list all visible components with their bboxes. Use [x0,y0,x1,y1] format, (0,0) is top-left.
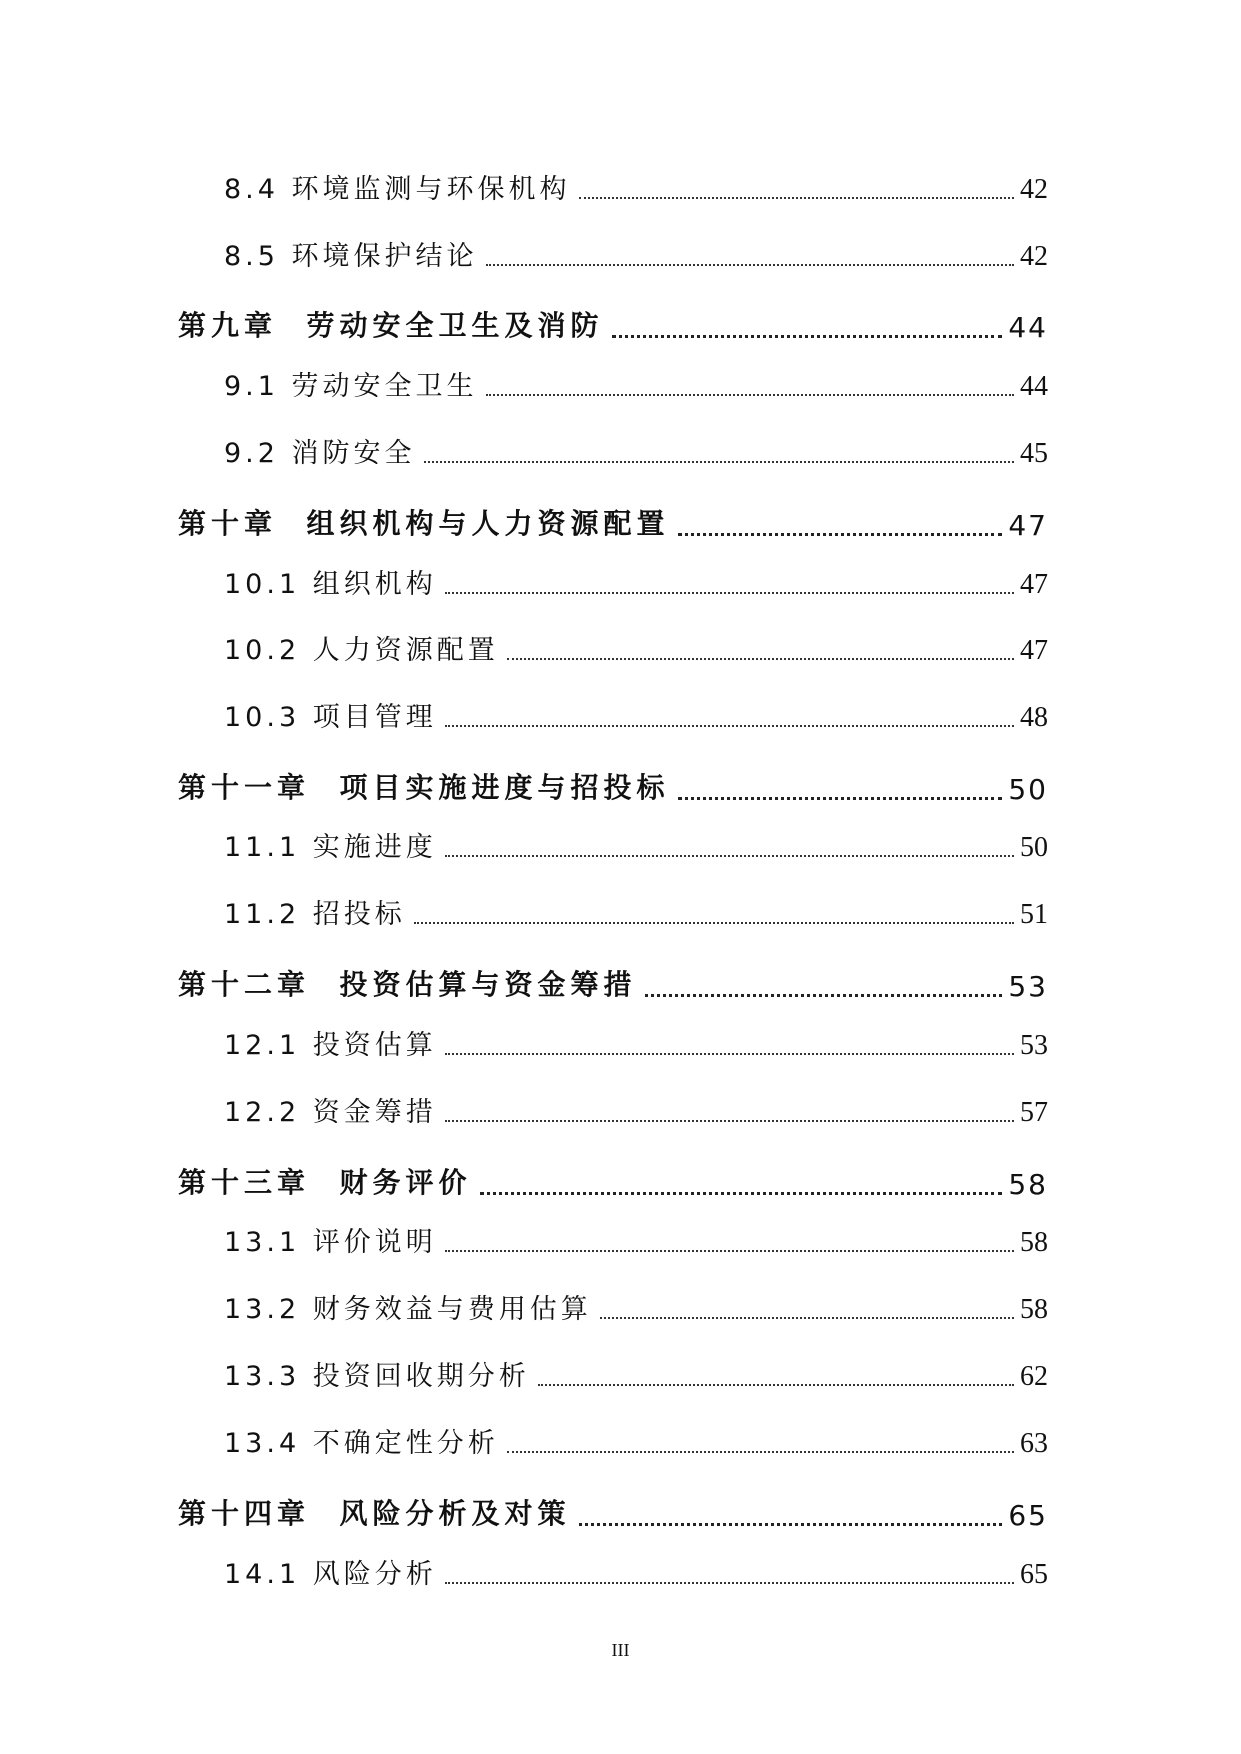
dot-leader [538,1384,1014,1386]
toc-entry-title: 9.2 消防安全 [224,438,416,469]
dot-leader [445,1250,1014,1252]
toc-entry-page: 42 [1020,174,1048,205]
toc-entry[interactable] [0,688,1048,734]
toc-chapter-page: 50 [1008,773,1048,806]
toc-chapter-page: 47 [1008,509,1048,542]
toc-entry[interactable] [0,1213,1048,1259]
toc-entry[interactable] [0,1414,1048,1460]
toc-entry-page: 63 [1020,1428,1048,1459]
dot-leader [480,1192,1003,1195]
dot-leader [678,797,1003,800]
dot-leader [645,994,1003,997]
dot-leader [678,533,1003,536]
toc-entry[interactable] [0,424,1048,470]
dot-leader [445,855,1014,857]
toc-entry-title: 9.1 劳动安全卫生 [224,371,478,402]
toc-entry[interactable] [0,357,1048,403]
toc-chapter-title: 第十一章 项目实施进度与招投标 [178,771,670,804]
toc-entry-page: 42 [1020,241,1048,272]
toc-chapter-entry[interactable] [0,496,1048,542]
toc-entry-title: 13.3 投资回收期分析 [224,1361,530,1392]
toc-entry[interactable] [0,818,1048,864]
toc-entry-title: 8.4 环境监测与环保机构 [224,174,571,205]
toc-entry[interactable] [0,1280,1048,1326]
dot-leader [579,197,1014,199]
toc-chapter-title: 第九章 劳动安全卫生及消防 [178,309,604,342]
toc-entry-page: 47 [1020,635,1048,666]
toc-chapter-page: 58 [1008,1168,1048,1201]
toc-chapter-entry[interactable] [0,760,1048,806]
toc-chapter-page: 65 [1008,1499,1048,1532]
toc-entry-page: 62 [1020,1361,1048,1392]
dot-leader [445,1582,1014,1584]
toc-chapter-entry[interactable] [0,957,1048,1003]
dot-leader [445,1120,1014,1122]
toc-chapter-entry[interactable] [0,1486,1048,1532]
toc-entry-title: 12.1 投资估算 [224,1030,437,1061]
toc-entry[interactable] [0,621,1048,667]
toc-entry-page: 65 [1020,1559,1048,1590]
toc-chapter-title: 第十四章 风险分析及对策 [178,1497,571,1530]
page-number: III [611,1640,630,1660]
dot-leader [600,1317,1014,1319]
toc-chapter-page: 44 [1008,311,1048,344]
toc-entry-title: 13.1 评价说明 [224,1227,437,1258]
toc-entry[interactable] [0,160,1048,206]
dot-leader [612,335,1003,338]
dot-leader [445,592,1014,594]
toc-entry-title: 11.1 实施进度 [224,832,437,863]
toc-entry[interactable] [0,227,1048,273]
dot-leader [507,1451,1014,1453]
toc-entry-page: 47 [1020,569,1048,600]
dot-leader [486,394,1014,396]
toc-chapter-title: 第十二章 投资估算与资金筹措 [178,968,637,1001]
toc-chapter-title: 第十章 组织机构与人力资源配置 [178,507,670,540]
toc-entry-title: 10.3 项目管理 [224,702,437,733]
toc-entry[interactable] [0,1545,1048,1591]
toc-entry[interactable] [0,1347,1048,1393]
toc-chapter-page: 53 [1008,970,1048,1003]
toc-entry-title: 13.4 不确定性分析 [224,1428,499,1459]
toc-chapter-entry[interactable] [0,1155,1048,1201]
toc-entry-page: 58 [1020,1227,1048,1258]
toc-entry[interactable] [0,1016,1048,1062]
dot-leader [445,1053,1014,1055]
toc-entry-title: 10.2 人力资源配置 [224,635,499,666]
toc-chapter-entry[interactable] [0,298,1048,344]
toc-entry[interactable] [0,885,1048,931]
dot-leader [486,264,1014,266]
toc-entry-title: 10.1 组织机构 [224,569,437,600]
toc-entry-page: 58 [1020,1294,1048,1325]
toc-entry-title: 12.2 资金筹措 [224,1097,437,1128]
toc-entry-page: 50 [1020,832,1048,863]
toc-entry-title: 13.2 财务效益与费用估算 [224,1294,592,1325]
toc-entry-page: 44 [1020,371,1048,402]
toc-entry[interactable] [0,555,1048,601]
dot-leader [414,922,1014,924]
toc-entry-title: 14.1 风险分析 [224,1559,437,1590]
dot-leader [445,725,1014,727]
dot-leader [579,1523,1003,1526]
toc-entry-title: 11.2 招投标 [224,899,406,930]
toc-chapter-title: 第十三章 财务评价 [178,1166,472,1199]
dot-leader [424,461,1014,463]
dot-leader [507,658,1014,660]
toc-entry-page: 57 [1020,1097,1048,1128]
toc-entry-page: 45 [1020,438,1048,469]
toc-entry-page: 53 [1020,1030,1048,1061]
toc-entry-page: 48 [1020,702,1048,733]
toc-entry-title: 8.5 环境保护结论 [224,241,478,272]
toc-entry[interactable] [0,1083,1048,1129]
toc-entry-page: 51 [1020,899,1048,930]
